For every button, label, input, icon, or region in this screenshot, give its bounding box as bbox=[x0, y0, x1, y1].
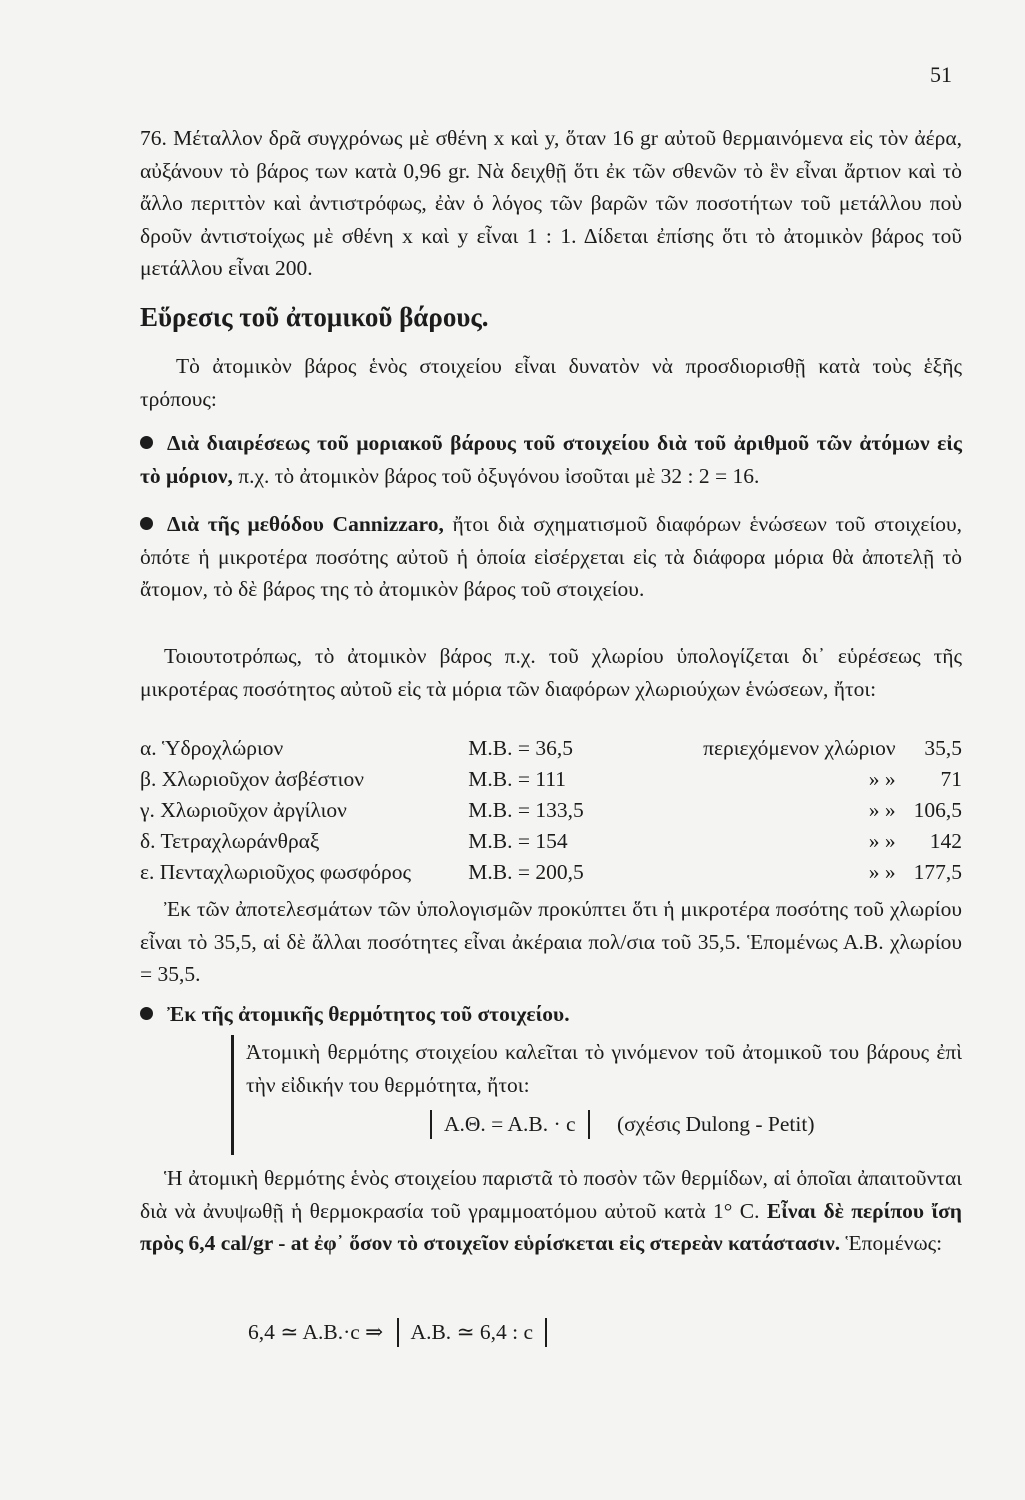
example-intro: Τοιουτοτρόπως, τὸ ἀτομικὸν βάρος π.χ. τοῦ χλωρίου ὑπολογίζεται δι᾽ εὑρέσεως τῆς μικροτέρας ποσότητος αὐτοῦ εἰς τὰ μόρια τῶν διαφόρων χλωριούχων ἑνώσεων, ἤτοι: bbox=[140, 644, 962, 701]
problem-76: 76. Μέταλλον δρᾶ συγχρόνως μὲ σθένη x καὶ y, ὅταν 16 gr αὐτοῦ θερμαινόμενα εἰς τὸν ἀέρα, αὐξάνουν τὸ βάρος των κατὰ 0,96 gr. Νὰ δειχθῇ ὅτι ἐκ τῶν σθενῶν τὸ ἓν εἶναι ἄρτιον καὶ τὸ ἄλλο περιττὸν καὶ ἀντιστρόφως, ἐὰν ὁ λόγος τῶν βαρῶν τῶν ποσοτήτων τοῦ μετάλλου ποὺ δροῦν ἀντιστοίχως μὲ σθένη x καὶ y εἶναι 1 : 1. Δίδεται ἐπίσης ὅτι τὸ ἀτομικὸν βάρος τοῦ μετάλλου εἶναι 200. bbox=[140, 126, 962, 280]
method-2 bbox=[140, 508, 962, 606]
method-3-title: Ἐκ τῆς ἀτομικῆς θερμότητος τοῦ στοιχείου. bbox=[167, 1002, 570, 1026]
table-row bbox=[140, 857, 962, 888]
chlorine-compounds-table bbox=[140, 733, 962, 888]
chlorine-label: περιεχόμενον χλώριον bbox=[703, 736, 896, 760]
molecular-weight: Μ.Β. = 133,5 bbox=[468, 798, 584, 822]
method-2-title: Διὰ τῆς μεθόδου Cannizzaro, bbox=[167, 512, 444, 536]
table-row bbox=[140, 733, 962, 764]
chlorine-amount: 106,5 bbox=[913, 798, 962, 822]
definition-bar bbox=[231, 1035, 234, 1155]
method-1-title: Διὰ διαιρέσεως τοῦ μοριακοῦ βάρους τοῦ στοιχείου διὰ τοῦ ἀριθμοῦ τῶν ἀτόμων εἰς τὸ μόριον, bbox=[140, 431, 962, 488]
section-heading: Εὕρεσις τοῦ ἀτομικοῦ βάρους. bbox=[140, 302, 489, 332]
final-formula bbox=[248, 1318, 547, 1347]
chlorine-label: » » bbox=[868, 767, 896, 791]
formula-note: (σχέσις Dulong - Petit) bbox=[616, 1112, 815, 1136]
chlorine-amount: 177,5 bbox=[913, 860, 962, 884]
chlorine-amount: 35,5 bbox=[924, 736, 962, 760]
compound-name: α. Ὑδροχλώριον bbox=[140, 736, 284, 760]
page-number: 51 bbox=[930, 62, 952, 87]
method-3 bbox=[140, 998, 962, 1031]
bullet-icon bbox=[140, 517, 153, 530]
chlorine-label: » » bbox=[868, 829, 896, 853]
method-1 bbox=[140, 427, 962, 492]
final-left: 6,4 ≃ Α.Β.·c ⇒ bbox=[248, 1320, 384, 1344]
bullet-icon bbox=[140, 1007, 153, 1020]
molecular-weight: Μ.Β. = 111 bbox=[468, 767, 567, 791]
formula-box: Α.Θ. = Α.Β. · c bbox=[430, 1110, 590, 1139]
explanation-paragraph bbox=[140, 1162, 962, 1260]
molecular-weight: Μ.Β. = 36,5 bbox=[468, 736, 573, 760]
table-row bbox=[140, 764, 962, 795]
table-row bbox=[140, 826, 962, 857]
compound-name: δ. Τετραχλωράνθραξ bbox=[140, 829, 320, 853]
explanation-end: Ἑπομένως: bbox=[840, 1231, 943, 1255]
table-row bbox=[140, 795, 962, 826]
compound-name: ε. Πενταχλωριοῦχος φωσφόρος bbox=[140, 860, 411, 884]
molecular-weight: Μ.Β. = 154 bbox=[468, 829, 568, 853]
molecular-weight: Μ.Β. = 200,5 bbox=[468, 860, 584, 884]
explanation-bold: Εἶναι δὲ περίπου ἴση πρὸς 6,4 cal/gr - at ἐφ᾽ ὅσον τὸ στοιχεῖον εὑρίσκεται εἰς στερεὰν κατάστασιν. bbox=[140, 1198, 962, 1255]
chlorine-label: » » bbox=[868, 798, 896, 822]
dulong-petit-formula bbox=[430, 1110, 815, 1139]
method-1-text: π.χ. τὸ ἀτομικὸν βάρος τοῦ ὀξυγόνου ἰσοῦται μὲ 32 : 2 = 16. bbox=[232, 463, 760, 488]
intro-paragraph: Τὸ ἀτομικὸν βάρος ἑνὸς στοιχείου εἶναι δυνατὸν νὰ προσδιορισθῇ κατὰ τοὺς ἑξῆς τρόπους: bbox=[140, 354, 962, 411]
compound-name: γ. Χλωριοῦχον ἀργίλιον bbox=[140, 798, 347, 822]
chlorine-label: » » bbox=[868, 860, 896, 884]
final-box: Α.Β. ≃ 6,4 : c bbox=[397, 1318, 548, 1347]
chlorine-amount: 142 bbox=[929, 829, 962, 853]
chlorine-amount: 71 bbox=[940, 767, 962, 791]
compound-name: β. Χλωριοῦχον ἀσβέστιον bbox=[140, 767, 364, 791]
conclusion-paragraph: Ἐκ τῶν ἀποτελεσμάτων τῶν ὑπολογισμῶν προκύπτει ὅτι ἡ μικροτέρα ποσότης τοῦ χλωρίου εἶναι τὸ 35,5, αἱ δὲ ἄλλαι ποσότητες εἶναι ἀκέραια πολ/σια τοῦ 35,5. Ἑπομένως Α.Β. χλωρίου = 35,5. bbox=[140, 897, 962, 986]
definition-paragraph: Ἀτομικὴ θερμότης στοιχείου καλεῖται τὸ γινόμενον τοῦ ἀτομικοῦ του βάρους ἐπὶ τὴν εἰδικήν του θερμότητα, ἤτοι: bbox=[246, 1040, 962, 1097]
method-2-text: ἤτοι διὰ σχηματισμοῦ διαφόρων ἑνώσεων τοῦ στοιχείου, ὁπότε ἡ μικροτέρα ποσότης αὐτοῦ ἡ ὁποία εἰσέρχεται εἰς τὰ διάφορα μόρια θὰ ἀποτελῇ τὸ ἄτομον, τὸ δὲ βάρος της τὸ ἀτομικὸν βάρος τοῦ στοιχείου. bbox=[140, 512, 963, 601]
explanation-text: Ἡ ἀτομικὴ θερμότης ἑνὸς στοιχείου παριστᾶ τὸ ποσὸν τῶν θερμίδων, αἱ ὁποῖαι ἀπαιτοῦνται διὰ νὰ ἀνυψωθῇ ἡ θερμοκρασία τοῦ γραμμοατόμου αὐτοῦ κατὰ 1° C. bbox=[140, 1166, 962, 1223]
bullet-icon bbox=[140, 436, 153, 449]
